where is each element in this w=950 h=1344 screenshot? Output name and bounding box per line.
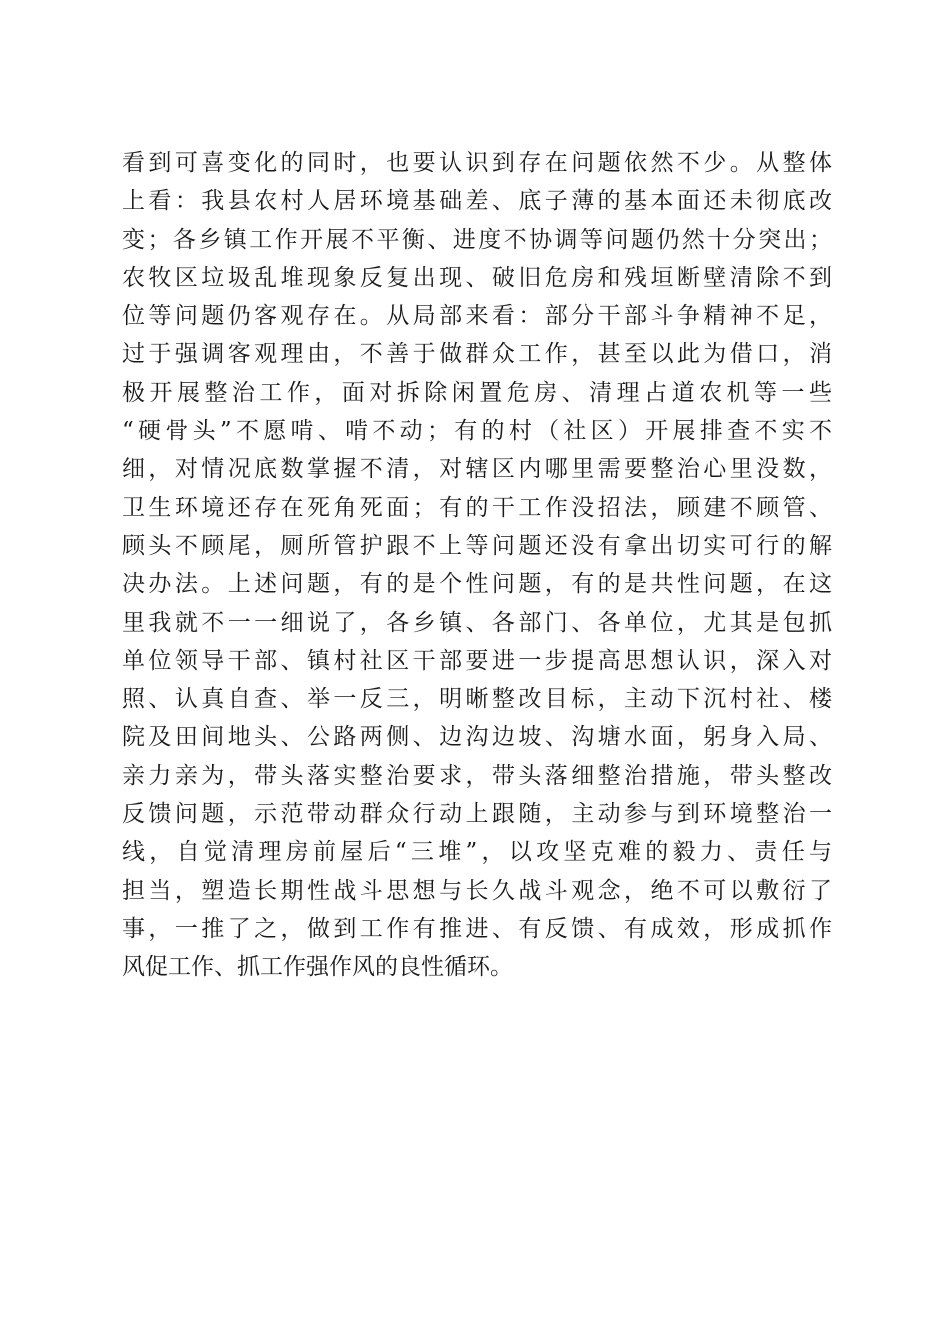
text-line-last: 风促工作、抓工作强作风的良性循环。 [122, 954, 513, 981]
text-line: 院及田间地头、公路两侧、边沟边坡、沟塘水面，躬身入局、 [122, 724, 832, 751]
text-line: “硬骨头”不愿啃、啃不动；有的村（社区）开展排查不实不 [122, 418, 832, 445]
text-line: 顾头不顾尾，厕所管护跟不上等问题还没有拿出切实可行的解 [122, 532, 832, 559]
text-line: 反馈问题，示范带动群众行动上跟随，主动参与到环境整治一 [122, 801, 832, 828]
body-paragraph [122, 144, 832, 987]
text-line: 上看：我县农村人居环境基础差、底子薄的基本面还未彻底改 [122, 188, 832, 215]
text-line: 照、认真自查、举一反三，明晰整改目标，主动下沉村社、楼 [122, 686, 832, 713]
text-line: 单位领导干部、镇村社区干部要进一步提高思想认识，深入对 [122, 647, 832, 674]
text-line: 农牧区垃圾乱堆现象反复出现、破旧危房和残垣断壁清除不到 [122, 264, 832, 291]
text-line: 位等问题仍客观存在。从局部来看：部分干部斗争精神不足， [122, 303, 832, 330]
text-line: 极开展整治工作，面对拆除闲置危房、清理占道农机等一些 [122, 379, 832, 406]
text-line: 亲力亲为，带头落实整治要求，带头落细整治措施，带头整改 [122, 762, 832, 789]
text-line: 变；各乡镇工作开展不平衡、进度不协调等问题仍然十分突出； [122, 226, 832, 253]
text-line: 事，一推了之，做到工作有推进、有反馈、有成效，形成抓作 [122, 915, 832, 942]
text-line: 担当，塑造长期性战斗思想与长久战斗观念，绝不可以敷衍了 [122, 877, 832, 904]
text-line: 细，对情况底数掌握不清，对辖区内哪里需要整治心里没数， [122, 456, 832, 483]
text-line: 过于强调客观理由，不善于做群众工作，甚至以此为借口，消 [122, 341, 832, 368]
text-line: 线，自觉清理房前屋后“三堆”，以攻坚克难的毅力、责任与 [122, 839, 832, 866]
text-line: 卫生环境还存在死角死面；有的干工作没招法，顾建不顾管、 [122, 494, 832, 521]
text-line: 决办法。上述问题，有的是个性问题，有的是共性问题，在这 [122, 571, 832, 598]
text-line: 看到可喜变化的同时，也要认识到存在问题依然不少。从整体 [122, 150, 832, 176]
text-line: 里我就不一一细说了，各乡镇、各部门、各单位，尤其是包抓 [122, 609, 832, 636]
